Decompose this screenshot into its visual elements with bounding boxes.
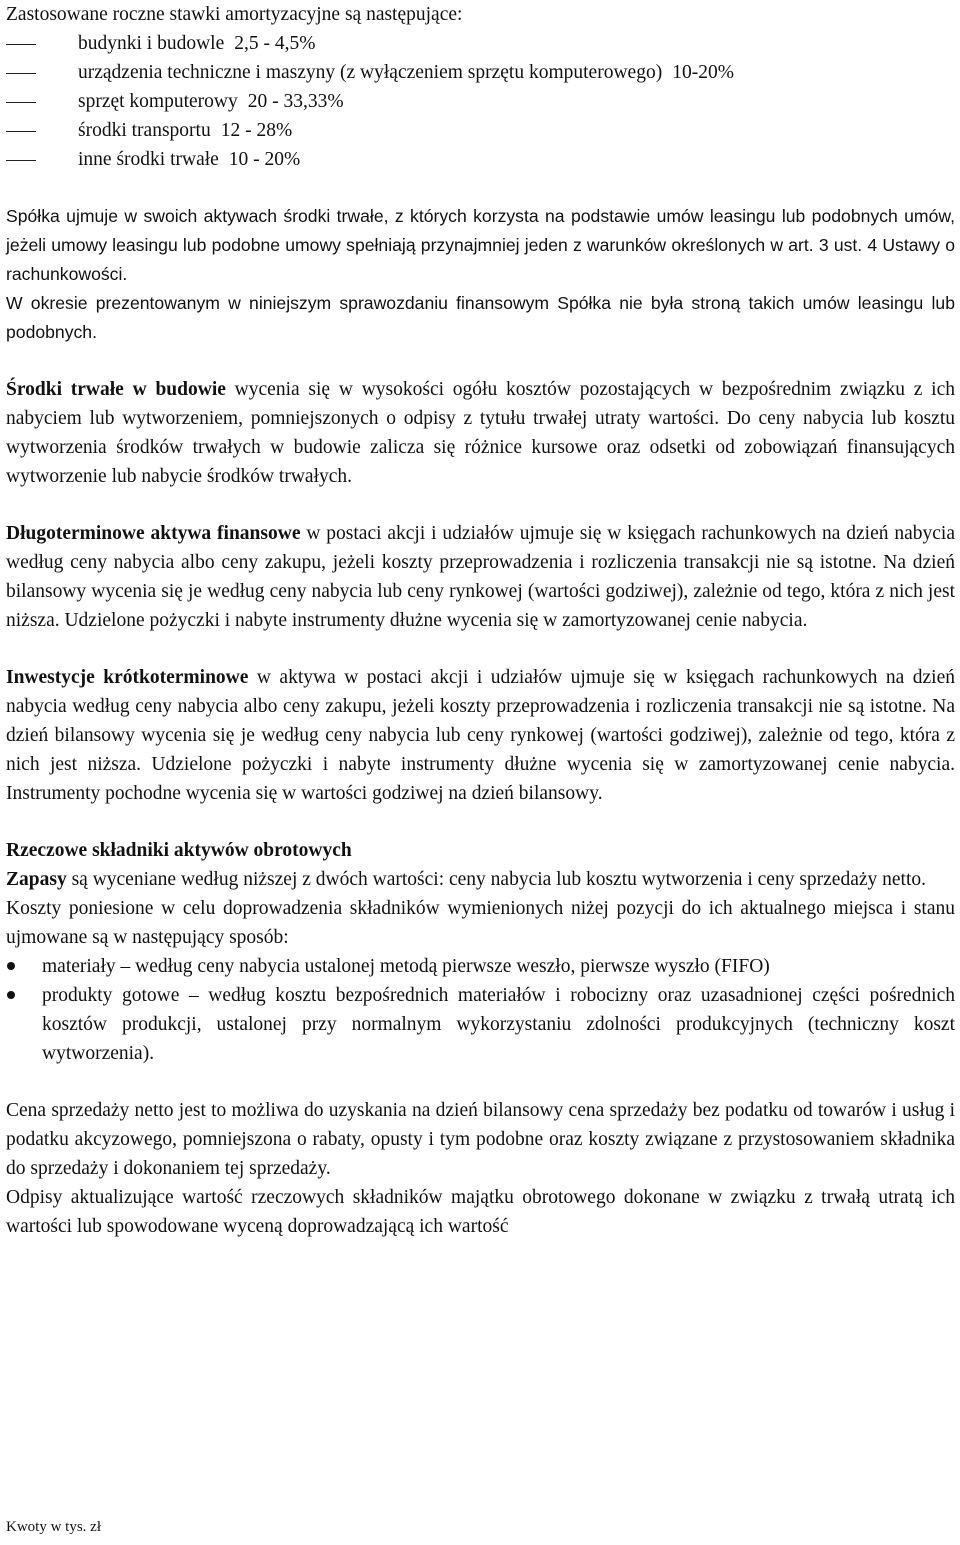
construction-paragraph bbox=[6, 375, 955, 491]
list-item-text: produkty gotowe – według kosztu bezpośrednich materiałów i robocizny oraz uzasadnionej części pośrednich kosztów produkcji, ustalonej przy normalnym wykorzystaniu zdolności produkcyjnych (techniczny koszt wytworzenia). bbox=[42, 985, 955, 1064]
rate-value: 2,5 - 4,5% bbox=[234, 33, 316, 54]
leasing-section bbox=[6, 202, 955, 347]
inventory-paragraph bbox=[6, 865, 955, 894]
rates-intro: Zastosowane roczne stawki amortyzacyjne są następujące: bbox=[6, 4, 463, 25]
dash-marker bbox=[6, 145, 40, 174]
rate-value: 20 - 33,33% bbox=[247, 91, 344, 112]
shortterm-heading: Inwestycje krótkoterminowe bbox=[6, 667, 249, 688]
net-price-paragraph: Cena sprzedaży netto jest to możliwa do uzyskania na dzień bilansowy cena sprzedaży bez podatku od towarów i usług i podatku akcyzowego, pomniejszona o rabaty, opusty i tym podobne oraz koszty związane z przystosowaniem składnika do sprzedaży i dokonaniem tej sprzedaży. bbox=[6, 1100, 955, 1179]
list-item bbox=[6, 952, 955, 981]
rate-name: urządzenia techniczne i maszyny (z wyłączeniem sprzętu komputerowego) bbox=[78, 62, 663, 83]
rate-item bbox=[6, 87, 955, 116]
costs-paragraph: Koszty poniesione w celu doprowadzenia składników wymienionych niżej pozycji do ich aktualnego miejsca i stanu ujmowane są w następujący sposób: bbox=[6, 898, 955, 948]
bullet-icon bbox=[6, 981, 42, 1068]
construction-heading: Środki trwałe w budowie bbox=[6, 379, 226, 400]
rate-name: środki transportu bbox=[78, 120, 211, 141]
document-page bbox=[6, 0, 955, 1241]
rate-name: sprzęt komputerowy bbox=[78, 91, 238, 112]
bullet-icon bbox=[6, 952, 42, 981]
costs-list bbox=[6, 952, 955, 1068]
rate-item bbox=[6, 145, 955, 174]
dash-marker bbox=[6, 29, 40, 58]
current-assets-section bbox=[6, 836, 955, 1068]
rate-value: 10 - 20% bbox=[228, 149, 301, 170]
list-item bbox=[6, 981, 955, 1068]
rate-value: 12 - 28% bbox=[220, 120, 293, 141]
inventory-text: są wyceniane według niższej z dwóch wartości: ceny nabycia lub kosztu wytworzenia i ceny sprzedaży netto. bbox=[66, 869, 927, 890]
rate-value: 10-20% bbox=[672, 62, 734, 83]
page-footer: Kwoty w tys. zł bbox=[6, 1519, 101, 1535]
net-price-section bbox=[6, 1096, 955, 1241]
construction-text: wycenia się w wysokości ogółu kosztów pozostających w bezpośrednim związku z ich nabyciem lub wytworzeniem, pomniejszonych o odpisy z tytułu trwałej utraty wartości. Do ceny nabycia lub kosztu wytworzenia środków trwałych w budowie zalicza się różnice kursowe oraz odsetki od zobowiązań finansujących wytworzenie lub nabycie środków trwałych. bbox=[6, 379, 955, 487]
rate-item bbox=[6, 29, 955, 58]
dash-marker bbox=[6, 87, 40, 116]
longterm-text: w postaci akcji i udziałów ujmuje się w księgach rachunkowych na dzień nabycia według ceny nabycia albo ceny zakupu, jeżeli koszty przeprowadzenia i rozliczenia transakcji nie są istotne. Na dzień bilansowy wycenia się je według ceny nabycia lub ceny rynkowej (wartości godziwej), zależnie od tego, która z nich jest niższa. Udzielone pożyczki i nabyte instrumenty dłużne wycenia się w zamortyzowanej cenie nabycia. bbox=[6, 523, 955, 631]
longterm-paragraph bbox=[6, 519, 955, 635]
rate-name: budynki i budowle bbox=[78, 33, 225, 54]
depreciation-rates-section bbox=[6, 0, 955, 174]
leasing-note: W okresie prezentowanym w niniejszym sprawozdaniu finansowym Spółka nie była stroną takich umów leasingu lub podobnych. bbox=[6, 293, 955, 342]
current-assets-heading: Rzeczowe składniki aktywów obrotowych bbox=[6, 840, 352, 861]
longterm-heading: Długoterminowe aktywa finansowe bbox=[6, 523, 301, 544]
rate-item bbox=[6, 58, 955, 87]
dash-marker bbox=[6, 58, 40, 87]
list-item-text: materiały – według ceny nabycia ustalonej metodą pierwsze weszło, pierwsze wyszło (FIFO) bbox=[42, 956, 770, 977]
shortterm-text: w aktywa w postaci akcji i udziałów ujmuje się w księgach rachunkowych na dzień nabycia według ceny nabycia albo ceny zakupu, jeżeli koszty przeprowadzenia i rozliczenia transakcji nie są istotne. Na dzień bilansowy wycenia się je według ceny nabycia lub ceny rynkowej (wartości godziwej), zależnie od tego, która z nich jest niższa. Udzielone pożyczki i nabyte instrumenty dłużne wycenia się w zamortyzowanej cenie nabycia. Instrumenty pochodne wycenia się w wartości godziwej na dzień bilansowy. bbox=[6, 667, 956, 804]
dash-marker bbox=[6, 116, 40, 145]
writedowns-paragraph: Odpisy aktualizujące wartość rzeczowych składników majątku obrotowego dokonane w związku z trwałą utratą ich wartości lub spowodowane wyceną doprowadzającą ich wartość bbox=[6, 1187, 955, 1237]
leasing-paragraph: Spółka ujmuje w swoich aktywach środki trwałe, z których korzysta na podstawie umów leasingu lub podobnych umów, jeżeli umowy leasingu lub podobne umowy spełniają przynajmniej jeden z warunków określonych w art. 3 ust. 4 Ustawy o rachunkowości. bbox=[6, 206, 955, 284]
rate-item bbox=[6, 116, 955, 145]
rate-name: inne środki trwałe bbox=[78, 149, 219, 170]
shortterm-paragraph bbox=[6, 663, 955, 808]
inventory-label: Zapasy bbox=[6, 869, 67, 890]
